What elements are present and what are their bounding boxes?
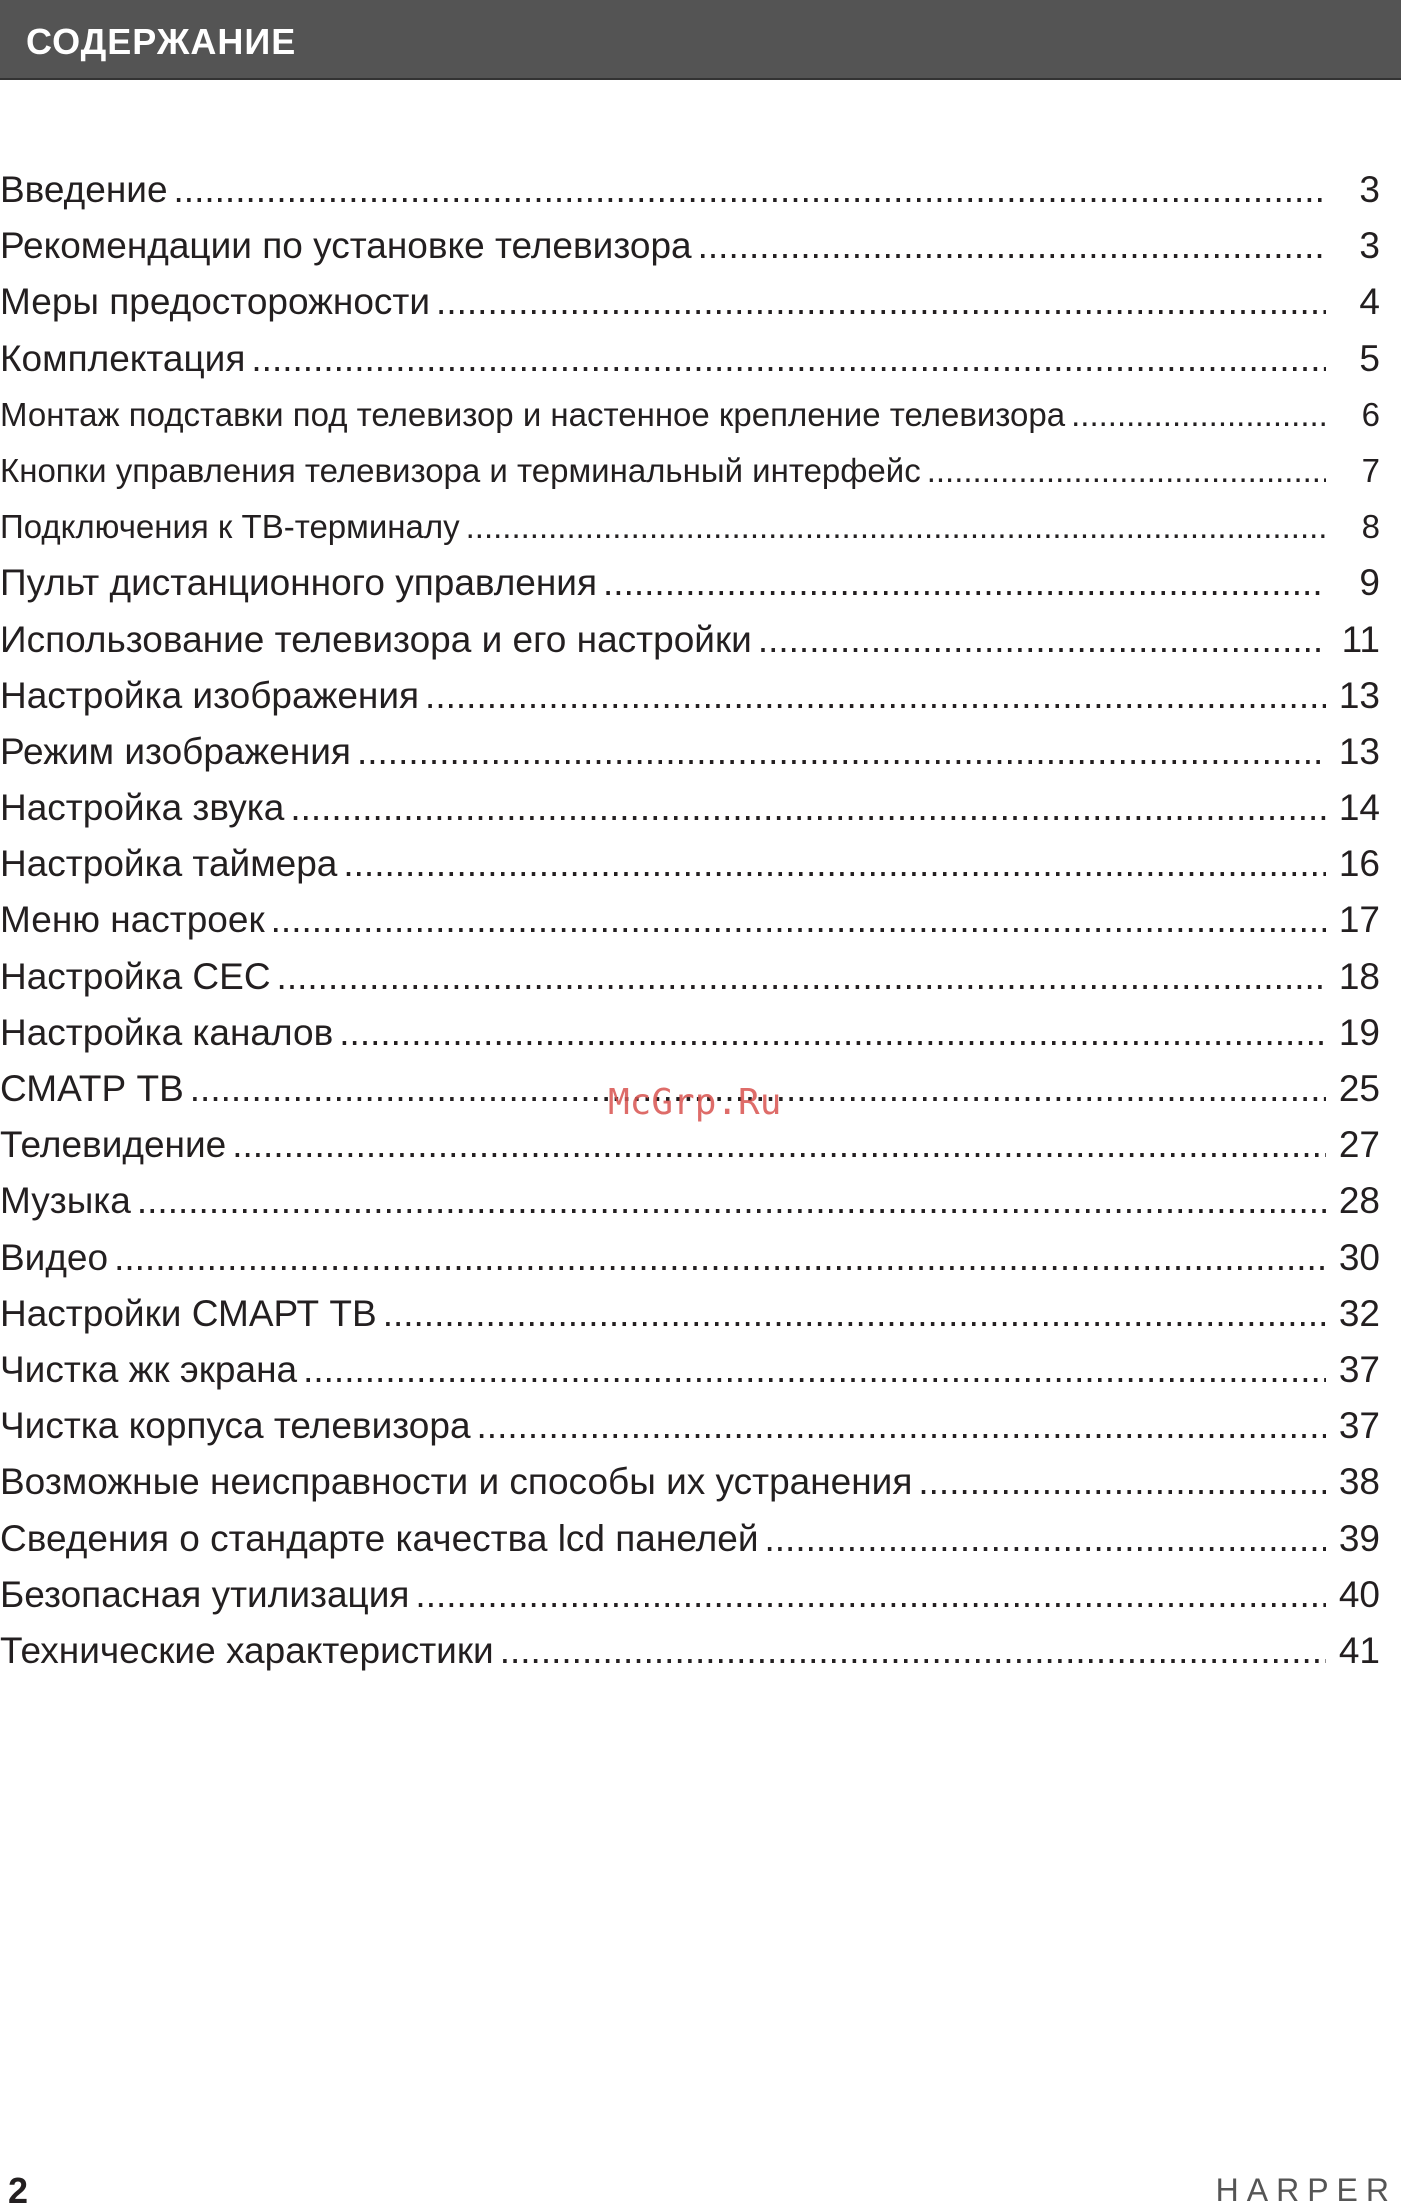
toc-item[interactable] bbox=[0, 274, 1380, 330]
toc-dot-leader bbox=[383, 1286, 1326, 1342]
toc-item-page: 8 bbox=[1361, 508, 1380, 546]
toc-item-page: 37 bbox=[1338, 1348, 1380, 1390]
toc-dot-leader bbox=[343, 836, 1326, 892]
toc-dot-leader bbox=[436, 274, 1326, 330]
brand-logo: HARPER bbox=[1215, 2172, 1397, 2208]
toc-dot-leader bbox=[303, 1342, 1326, 1398]
toc-item[interactable] bbox=[0, 1342, 1380, 1398]
toc-item[interactable] bbox=[0, 331, 1380, 387]
toc-item-title: Возможные неисправности и способы их устранения bbox=[0, 1461, 913, 1503]
toc-item-page: 25 bbox=[1338, 1068, 1380, 1109]
toc-item-page: 41 bbox=[1338, 1629, 1380, 1671]
toc-item-title: Настройка каналов bbox=[0, 1011, 334, 1053]
toc-item-page: 3 bbox=[1359, 169, 1380, 210]
toc-item-page: 37 bbox=[1338, 1405, 1380, 1447]
toc-dot-leader bbox=[698, 218, 1326, 274]
toc-item-page: 18 bbox=[1338, 955, 1380, 997]
toc-item-page: 13 bbox=[1338, 730, 1380, 772]
toc-dot-leader bbox=[477, 1398, 1326, 1454]
toc-item[interactable] bbox=[0, 1230, 1380, 1286]
toc-item-title: Рекомендации по установке телевизора bbox=[0, 225, 692, 267]
toc-item[interactable] bbox=[0, 612, 1380, 668]
watermark-text: McGrp.Ru bbox=[608, 1082, 782, 1123]
toc-item-title: Введение bbox=[0, 169, 168, 210]
toc-item-page: 9 bbox=[1359, 562, 1380, 604]
toc-dot-leader bbox=[927, 443, 1326, 499]
toc-item[interactable] bbox=[0, 1623, 1380, 1679]
toc-item-title: СМАТР ТВ bbox=[0, 1068, 184, 1109]
toc-item-title: Монтаж подставки под телевизор и настенное крепление телевизора bbox=[0, 395, 1066, 433]
toc-item-title: Чистка жк экрана bbox=[0, 1348, 298, 1390]
toc-item-page: 7 bbox=[1361, 451, 1380, 489]
toc-dot-leader bbox=[758, 612, 1326, 668]
toc-item[interactable] bbox=[0, 1511, 1380, 1567]
toc-item-title: Настройка изображения bbox=[0, 674, 420, 716]
toc-item-title: Настройка звука bbox=[0, 787, 285, 829]
toc-dot-leader bbox=[232, 1117, 1326, 1173]
toc-item-title: Кнопки управления телевизора и терминальный интерфейс bbox=[0, 451, 921, 489]
section-header bbox=[0, 0, 1401, 80]
toc-dot-leader bbox=[765, 1511, 1327, 1567]
toc-dot-leader bbox=[1071, 387, 1326, 443]
toc-item-title: Настройка таймера bbox=[0, 843, 338, 885]
toc-item-page: 27 bbox=[1338, 1124, 1380, 1166]
toc-item-title: Настройки СМАРТ ТВ bbox=[0, 1292, 377, 1334]
toc-item[interactable] bbox=[0, 1173, 1380, 1229]
toc-item-title: Безопасная утилизация bbox=[0, 1573, 410, 1615]
toc-item-title: Подключения к ТВ-терминалу bbox=[0, 508, 460, 546]
toc-dot-leader bbox=[425, 668, 1326, 724]
toc-dot-leader bbox=[271, 892, 1326, 948]
toc-item-title: Технические характеристики bbox=[0, 1629, 494, 1671]
toc-item-title: Комплектация bbox=[0, 337, 246, 379]
toc-item-title: Пульт дистанционного управления bbox=[0, 562, 598, 604]
toc-item[interactable] bbox=[0, 1005, 1380, 1061]
toc-item[interactable] bbox=[0, 162, 1380, 218]
toc-item[interactable] bbox=[0, 1454, 1380, 1510]
toc-dot-leader bbox=[114, 1230, 1326, 1286]
toc-item[interactable] bbox=[0, 499, 1380, 555]
toc-item-page: 39 bbox=[1338, 1517, 1380, 1559]
toc-item-page: 3 bbox=[1359, 225, 1380, 267]
toc-item[interactable] bbox=[0, 724, 1380, 780]
toc-item-page: 32 bbox=[1338, 1292, 1380, 1334]
toc-item[interactable] bbox=[0, 892, 1380, 948]
toc-item-title: Использование телевизора и его настройки bbox=[0, 618, 752, 660]
toc-item[interactable] bbox=[0, 555, 1380, 611]
toc-item-page: 19 bbox=[1338, 1011, 1380, 1053]
toc-item[interactable] bbox=[0, 780, 1380, 836]
toc-item[interactable] bbox=[0, 1398, 1380, 1454]
toc-item-page: 4 bbox=[1359, 281, 1380, 323]
toc-item-title: Настройка CEC bbox=[0, 955, 271, 997]
toc-item-page: 14 bbox=[1338, 787, 1380, 829]
toc-dot-leader bbox=[251, 331, 1326, 387]
toc-item-title: Режим изображения bbox=[0, 730, 351, 772]
toc-item-page: 6 bbox=[1361, 395, 1380, 433]
toc-dot-leader bbox=[500, 1623, 1326, 1679]
toc-dot-leader bbox=[339, 1005, 1326, 1061]
toc-item-title: Сведения о стандарте качества lcd панелей bbox=[0, 1517, 759, 1559]
page-number: 2 bbox=[8, 2170, 29, 2211]
toc-item[interactable] bbox=[0, 1567, 1380, 1623]
toc-item-page: 17 bbox=[1338, 899, 1380, 941]
toc-item[interactable] bbox=[0, 1117, 1380, 1173]
toc-dot-leader bbox=[466, 499, 1326, 555]
toc-item-page: 11 bbox=[1341, 618, 1380, 660]
toc-item-page: 30 bbox=[1338, 1236, 1380, 1278]
toc-item-page: 40 bbox=[1338, 1573, 1380, 1615]
toc-item-title: Видео bbox=[0, 1236, 109, 1278]
toc-item-page: 38 bbox=[1338, 1461, 1380, 1503]
toc-item-title: Меню настроек bbox=[0, 899, 265, 941]
toc-item-title: Музыка bbox=[0, 1180, 131, 1222]
toc-item[interactable] bbox=[0, 443, 1380, 499]
toc-item-page: 13 bbox=[1338, 674, 1380, 716]
toc-dot-leader bbox=[290, 780, 1326, 836]
toc-dot-leader bbox=[603, 555, 1326, 611]
toc-item[interactable] bbox=[0, 387, 1380, 443]
toc-item-title: Чистка корпуса телевизора bbox=[0, 1405, 471, 1447]
toc-dot-leader bbox=[918, 1454, 1326, 1510]
toc-item-title: Телевидение bbox=[0, 1124, 227, 1166]
toc-item-page: 28 bbox=[1338, 1180, 1380, 1222]
toc-dot-leader bbox=[357, 724, 1326, 780]
toc-dot-leader bbox=[415, 1567, 1326, 1623]
toc-item[interactable] bbox=[0, 949, 1380, 1005]
toc-item[interactable] bbox=[0, 1286, 1380, 1342]
toc-dot-leader bbox=[174, 162, 1326, 218]
toc-item-title: Меры предосторожности bbox=[0, 281, 431, 323]
table-of-contents bbox=[0, 162, 1380, 1679]
toc-item-page: 5 bbox=[1359, 337, 1380, 379]
toc-item[interactable] bbox=[0, 836, 1380, 892]
toc-item[interactable] bbox=[0, 218, 1380, 274]
toc-item-page: 16 bbox=[1338, 843, 1380, 885]
toc-dot-leader bbox=[277, 949, 1326, 1005]
toc-item[interactable] bbox=[0, 668, 1380, 724]
toc-dot-leader bbox=[137, 1173, 1326, 1229]
page-title: СОДЕРЖАНИЕ bbox=[26, 21, 297, 62]
